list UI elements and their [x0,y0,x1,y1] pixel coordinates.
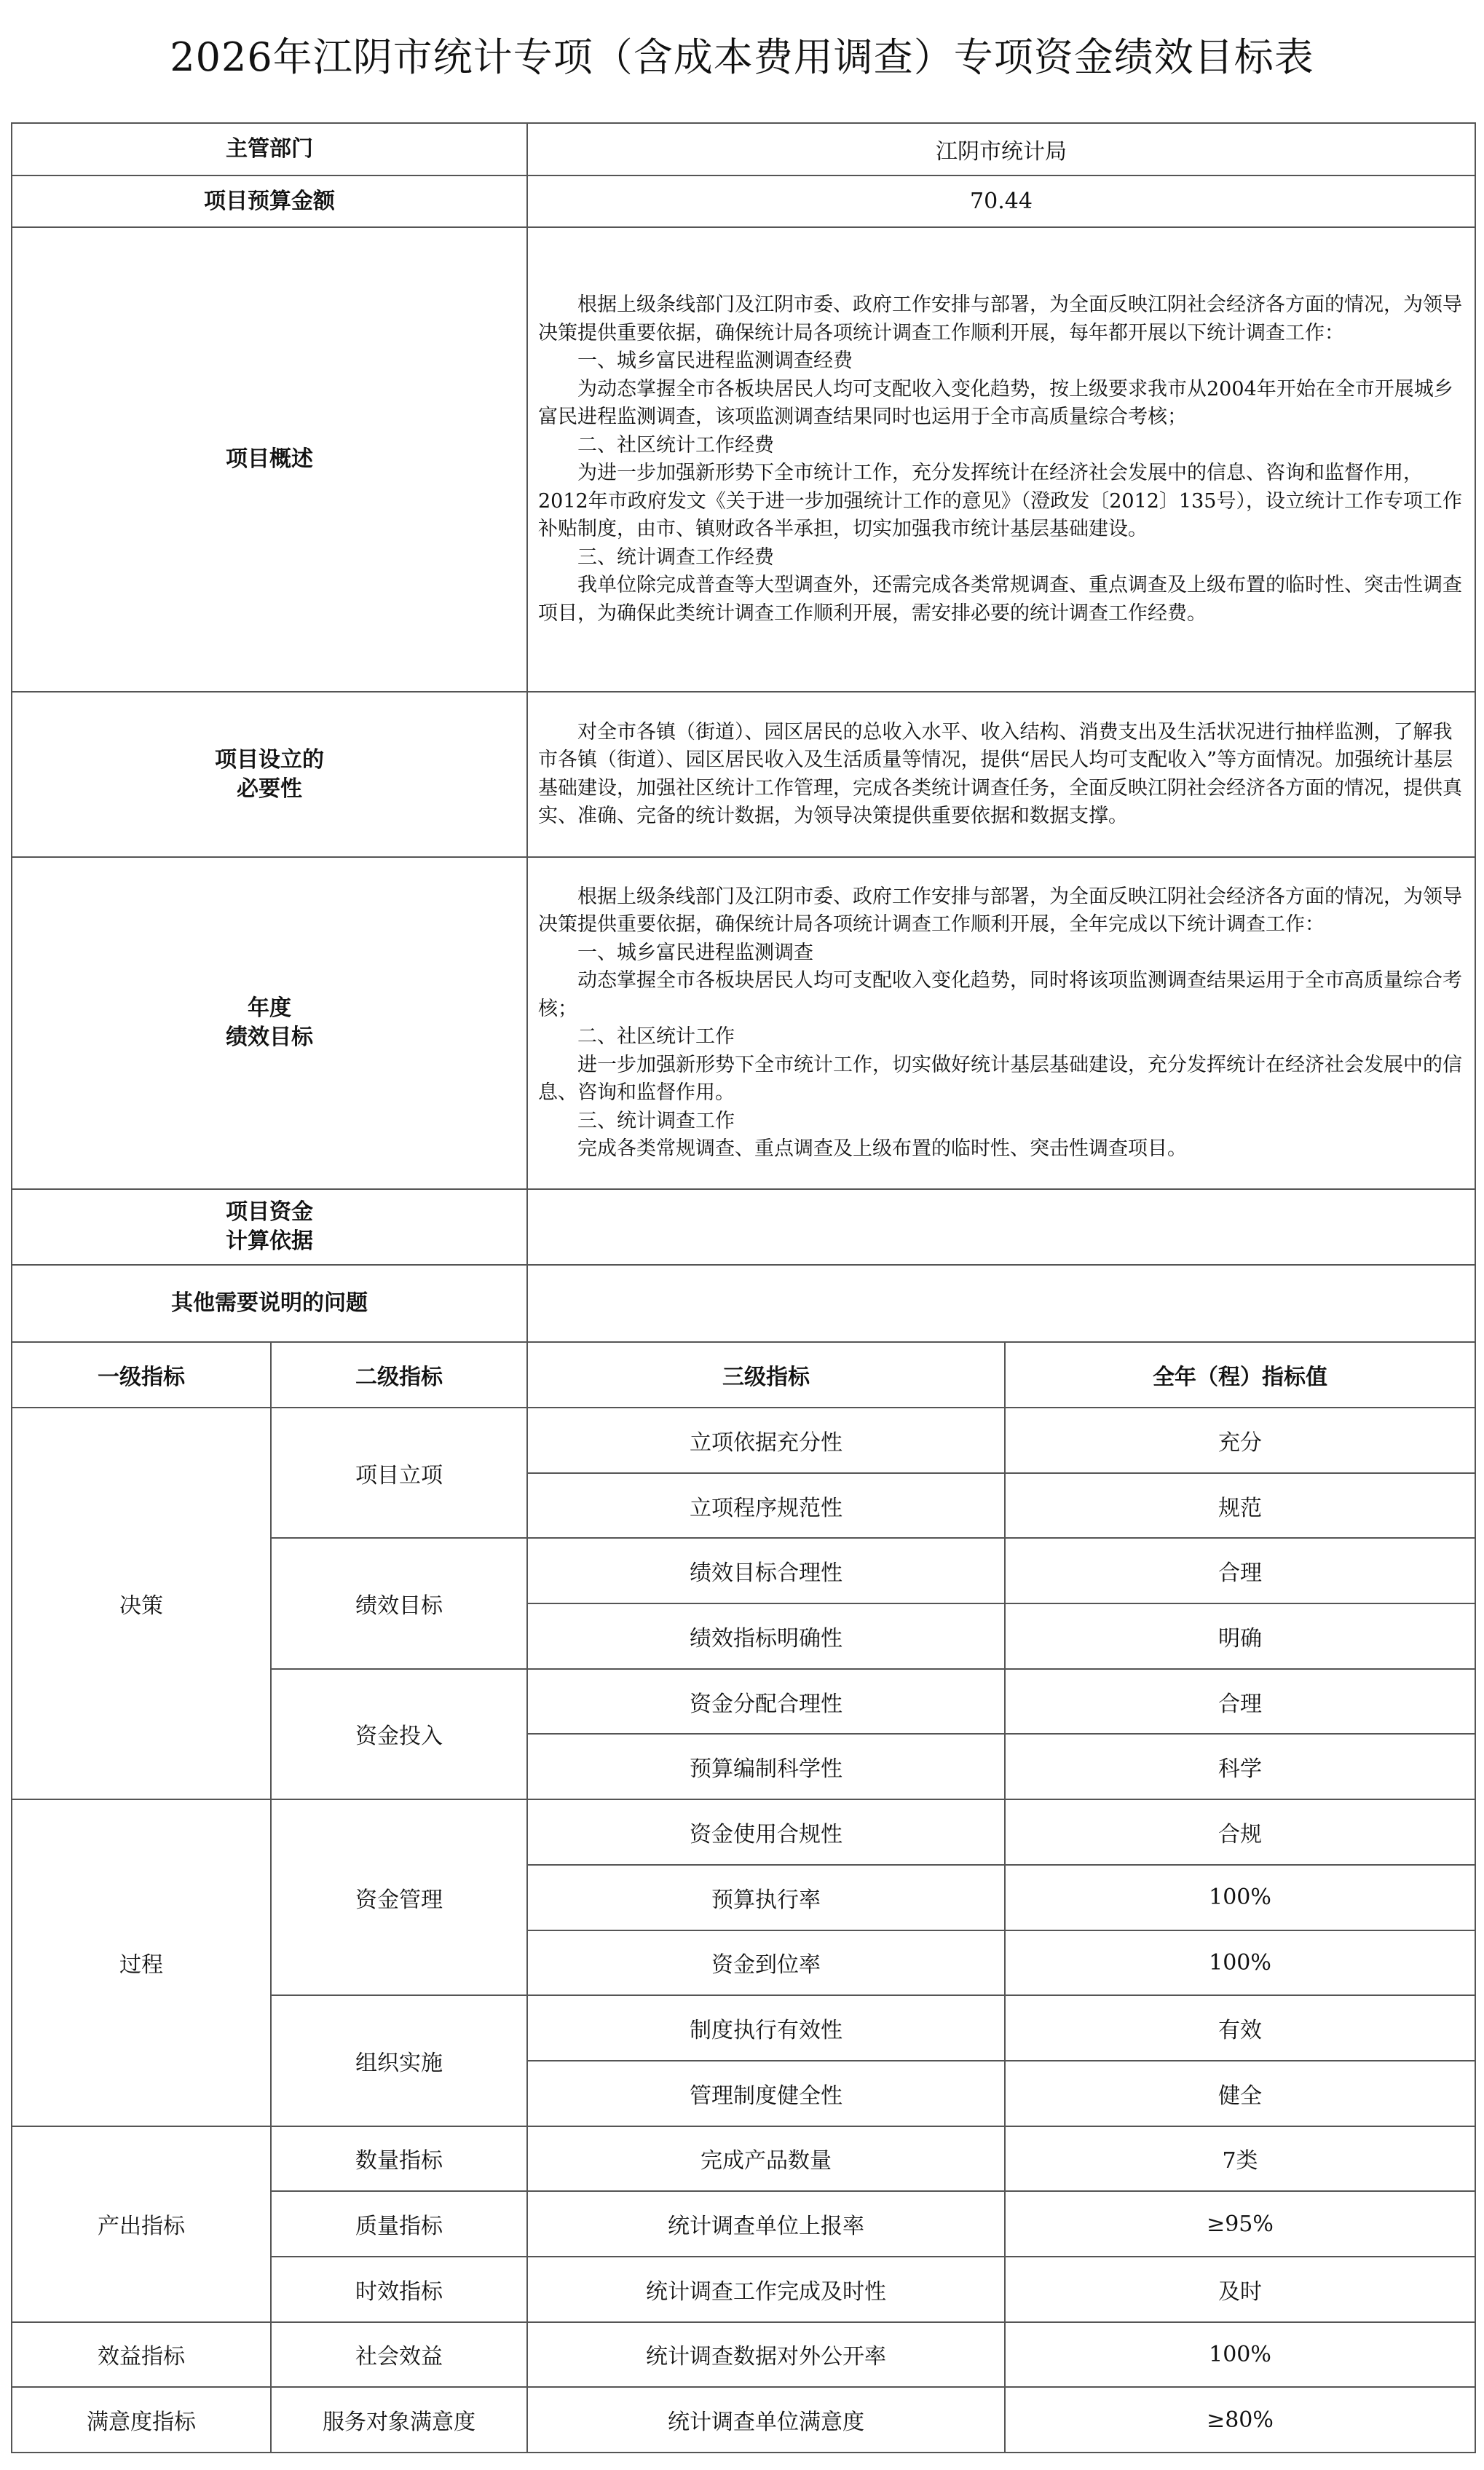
necessity-row [12,692,1475,857]
level1-indicator: 决策 [12,1408,271,1799]
target-value: ≥80% [1005,2387,1475,2453]
goal-label: 年度 绩效目标 [12,857,527,1189]
basis-label: 项目资金 计算依据 [12,1189,527,1265]
budget-value: 70.44 [527,175,1475,227]
page-title: 2026年江阴市统计专项（含成本费用调查）专项资金绩效目标表 [170,34,1314,80]
level1-indicator: 满意度指标 [12,2387,271,2453]
necessity-text [527,692,1475,857]
target-value: 7类 [1005,2126,1475,2192]
overview-paragraph: 为动态掌握全市各板块居民人均可支配收入变化趋势，按上级要求我市从2004年开始在全市开展城乡富民进程监测调查，该项监测调查结果同时也运用于全市高质量综合考核； [538,377,1453,428]
basis-value [527,1189,1475,1265]
level2-indicator: 质量指标 [271,2191,527,2257]
target-value: 有效 [1005,1995,1475,2061]
header-level1: 一级指标 [12,1342,271,1408]
overview-paragraph: 根据上级条线部门及江阴市委、政府工作安排与部署，为全面反映江阴社会经济各方面的情况，为领导决策提供重要依据，确保统计局各项统计调查工作顺利开展，每年都开展以下统计调查工作： [538,293,1462,344]
goal-paragraph: 动态掌握全市各板块居民人均可支配收入变化趋势，同时将该项监测调查结果运用于全市高质量综合考核； [538,969,1462,1020]
overview-label: 项目概述 [12,227,527,692]
level3-indicator: 统计调查数据对外公开率 [527,2322,1005,2388]
level2-indicator: 绩效目标 [271,1538,527,1668]
target-value: 合规 [1005,1799,1475,1865]
overview-paragraph: 二、社区统计工作经费 [577,433,774,457]
target-value: 100% [1005,1930,1475,1996]
level2-indicator: 时效指标 [271,2257,527,2322]
header-level2: 二级指标 [271,1342,527,1408]
dept-value: 江阴市统计局 [527,123,1475,175]
basis-row [12,1189,1475,1265]
goal-paragraph: 根据上级条线部门及江阴市委、政府工作安排与部署，为全面反映江阴社会经济各方面的情况，为领导决策提供重要依据，确保统计局各项统计调查工作顺利开展，全年完成以下统计调查工作： [538,885,1462,936]
overview-paragraph: 三、统计调查工作经费 [577,545,774,569]
budget-label: 项目预算金额 [12,175,527,227]
goal-paragraph: 一、城乡富民进程监测调查 [577,941,813,964]
goal-row [12,857,1475,1189]
header-target-value: 全年（程）指标值 [1005,1342,1475,1408]
level2-indicator: 服务对象满意度 [271,2387,527,2453]
level2-indicator: 资金投入 [271,1669,527,1799]
dept-label: 主管部门 [12,123,527,175]
target-value: 充分 [1005,1408,1475,1473]
indicator-header-row [12,1342,1475,1408]
level3-indicator: 预算编制科学性 [527,1734,1005,1799]
header-level3: 三级指标 [527,1342,1005,1408]
level1-indicator: 过程 [12,1799,271,2126]
necessity-label: 项目设立的 必要性 [12,692,527,857]
level2-indicator: 组织实施 [271,1995,527,2126]
other-row [12,1265,1475,1342]
indicator-row [12,1408,1475,1473]
goal-paragraph: 二、社区统计工作 [577,1025,735,1048]
level2-indicator: 社会效益 [271,2322,527,2388]
level3-indicator: 绩效目标合理性 [527,1538,1005,1603]
budget-row [12,175,1475,227]
overview-row [12,227,1475,692]
indicator-row [12,1799,1475,1865]
level3-indicator: 统计调查工作完成及时性 [527,2257,1005,2322]
goal-paragraph: 完成各类常规调查、重点调查及上级布置的临时性、突击性调查项目。 [577,1137,1187,1160]
level3-indicator: 立项程序规范性 [527,1473,1005,1539]
indicator-row [12,2322,1475,2388]
target-value: 健全 [1005,2061,1475,2126]
target-value: 科学 [1005,1734,1475,1799]
level3-indicator: 立项依据充分性 [527,1408,1005,1473]
level2-indicator: 资金管理 [271,1799,527,1995]
level3-indicator: 资金使用合规性 [527,1799,1005,1865]
target-value: ≥95% [1005,2191,1475,2257]
goal-paragraph: 进一步加强新形势下全市统计工作，切实做好统计基层基础建设，充分发挥统计在经济社会发展中的信息、咨询和监督作用。 [538,1053,1462,1104]
target-value: 明确 [1005,1603,1475,1669]
indicator-row [12,2387,1475,2453]
goal-text [527,857,1475,1189]
dept-row [12,123,1475,175]
level3-indicator: 预算执行率 [527,1865,1005,1930]
level3-indicator: 资金到位率 [527,1930,1005,1996]
level3-indicator: 完成产品数量 [527,2126,1005,2192]
level1-indicator: 产出指标 [12,2126,271,2322]
target-value: 100% [1005,2322,1475,2388]
level2-indicator: 数量指标 [271,2126,527,2192]
level3-indicator: 制度执行有效性 [527,1995,1005,2061]
other-label: 其他需要说明的问题 [12,1265,527,1342]
overview-paragraph: 为进一步加强新形势下全市统计工作，充分发挥统计在经济社会发展中的信息、咨询和监督作用，2012年市政府发文《关于进一步加强统计工作的意见》（澄政发〔2012〕135号），设立统计工作专项工作补贴制度，由市、镇财政各半承担，切实加强我市统计基层基础建设。 [538,462,1462,540]
target-value: 合理 [1005,1669,1475,1735]
target-value: 合理 [1005,1538,1475,1603]
level1-indicator: 效益指标 [12,2322,271,2388]
overview-paragraph: 一、城乡富民进程监测调查经费 [577,350,853,372]
overview-paragraph: 我单位除完成普查等大型调查外，还需完成各类常规调查、重点调查及上级布置的临时性、突击性调查项目，为确保此类统计调查工作顺利开展，需安排必要的统计调查工作经费。 [538,574,1462,625]
level3-indicator: 统计调查单位满意度 [527,2387,1005,2453]
target-value: 及时 [1005,2257,1475,2322]
necessity-paragraph: 对全市各镇（街道）、园区居民的总收入水平、收入结构、消费支出及生活状况进行抽样监测，了解我市各镇（街道）、园区居民收入及生活质量等情况，提供“居民人均可支配收入”等方面情况。加强统计基层基础建设，加强社区统计工作管理，完成各类统计调查任务，全面反映江阴社会经济各方面的情况，提供真实、准确、完备的统计数据，为领导决策提供重要依据和数据支撑。 [538,720,1462,827]
goal-paragraph: 三、统计调查工作 [577,1109,735,1132]
target-value: 100% [1005,1865,1475,1930]
target-value: 规范 [1005,1473,1475,1539]
performance-table [11,122,1476,2453]
overview-text [527,227,1475,692]
indicator-row [12,2126,1475,2192]
level3-indicator: 绩效指标明确性 [527,1603,1005,1669]
level3-indicator: 管理制度健全性 [527,2061,1005,2126]
level3-indicator: 统计调查单位上报率 [527,2191,1005,2257]
other-value [527,1265,1475,1342]
level3-indicator: 资金分配合理性 [527,1669,1005,1735]
level2-indicator: 项目立项 [271,1408,527,1538]
